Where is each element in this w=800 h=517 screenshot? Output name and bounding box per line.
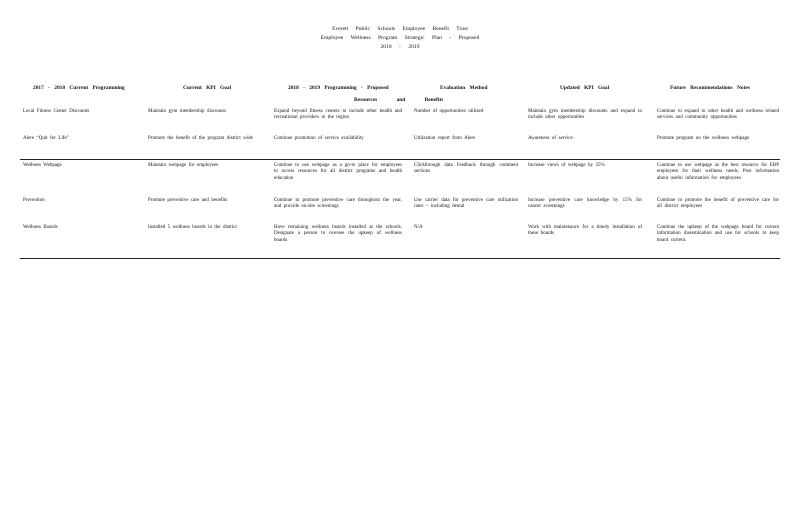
row-divider <box>20 159 780 160</box>
cell-program: Wellness Webpage <box>23 163 62 168</box>
header-current-kpi-goal: Current KPI Goal <box>183 85 232 91</box>
cell-future: Continue to use webpage as the best resource for EBP employees for their wellness needs. Post information about useful information for employees <box>657 163 779 181</box>
title-line-1: Everett Public Schools Employee Benefit Trust <box>332 26 468 32</box>
strategic-plan-table <box>20 83 780 243</box>
cell-current-kpi: Promote the benefit of the program district wide <box>148 136 253 141</box>
cell-current-kpi: Maintain gym membership discounts <box>148 109 226 114</box>
cell-proposed: Have remaining wellness boards installed at the schools. Designate a person to oversee the upkeep of wellness boards <box>274 225 402 243</box>
cell-program: Prevention <box>23 198 45 203</box>
cell-evaluation: Use carrier data for preventive care utilization rates – including dental <box>414 198 518 210</box>
cell-current-kpi: Promote preventive care and benefits <box>148 198 228 203</box>
cell-program: Local Fitness Center Discounts <box>23 109 90 114</box>
document-title <box>0 25 800 52</box>
cell-evaluation: N/A <box>414 225 423 230</box>
section-resources-and-benefits: Resources and Benefits <box>354 97 444 103</box>
cell-future: Continue to expand to other health and wellness related services and community opportunities <box>657 109 779 121</box>
cell-evaluation: Clickthrough data Feedback through comment sections <box>414 163 518 175</box>
title-line-2: Employee Wellness Program Strategic Plan - Proposed <box>320 35 480 41</box>
title-line-3: 2018 - 2019 <box>380 44 420 50</box>
cell-future: Continue to promote the benefit of preventive care for all district employees <box>657 198 779 210</box>
cell-updated-kpi: Awareness of service <box>528 136 573 141</box>
cell-current-kpi: Maintain webpage for employees <box>148 163 219 168</box>
cell-updated-kpi: Work with maintenance for a timely installation of these boards <box>528 225 642 237</box>
cell-updated-kpi: Increase preventive care knowledge by 15% for cancer screenings <box>528 198 642 210</box>
table-bottom-rule <box>20 258 780 259</box>
cell-proposed: Expand beyond fitness centers to include other health and recreational providers in the region <box>274 109 402 121</box>
cell-program: Alere “Quit for Life” <box>23 136 69 141</box>
cell-proposed: Continue to promote preventive care throughout the year, and provide on-site screenings <box>274 198 402 210</box>
header-current-programming: 2017 - 2018 Current Programming <box>33 85 125 91</box>
cell-future: Continue the upkeep of the webpage board for current information dissemination and use for schools to keep board current. <box>657 225 779 243</box>
header-updated-kpi-goal: Updated KPI Goal <box>560 85 610 91</box>
cell-future: Promote program on the wellness webpage <box>657 136 750 141</box>
cell-current-kpi: Installed 5 wellness boards in the district <box>148 225 237 230</box>
cell-evaluation: Number of opportunities utilized <box>414 109 484 114</box>
cell-program: Wellness Boards <box>23 225 58 230</box>
cell-updated-kpi: Maintain gym membership discounts and expand to include other opportunities <box>528 109 642 121</box>
header-future-recommendations: Future Recommendations Notes <box>670 85 750 91</box>
cell-proposed: Continue to use webpage as a go-to place for employees to access resources for all district programs and health education <box>274 163 402 181</box>
header-evaluation-method: Evaluation Method <box>440 85 488 91</box>
table-header-row <box>20 83 780 94</box>
cell-updated-kpi: Increase views of webpage by 25% <box>528 163 605 168</box>
header-proposed-programming: 2018 - 2019 Programming - Proposed <box>288 85 389 91</box>
cell-evaluation: Utilization report from Alere <box>414 136 476 141</box>
cell-proposed: Continue promotion of service availability <box>274 136 364 141</box>
